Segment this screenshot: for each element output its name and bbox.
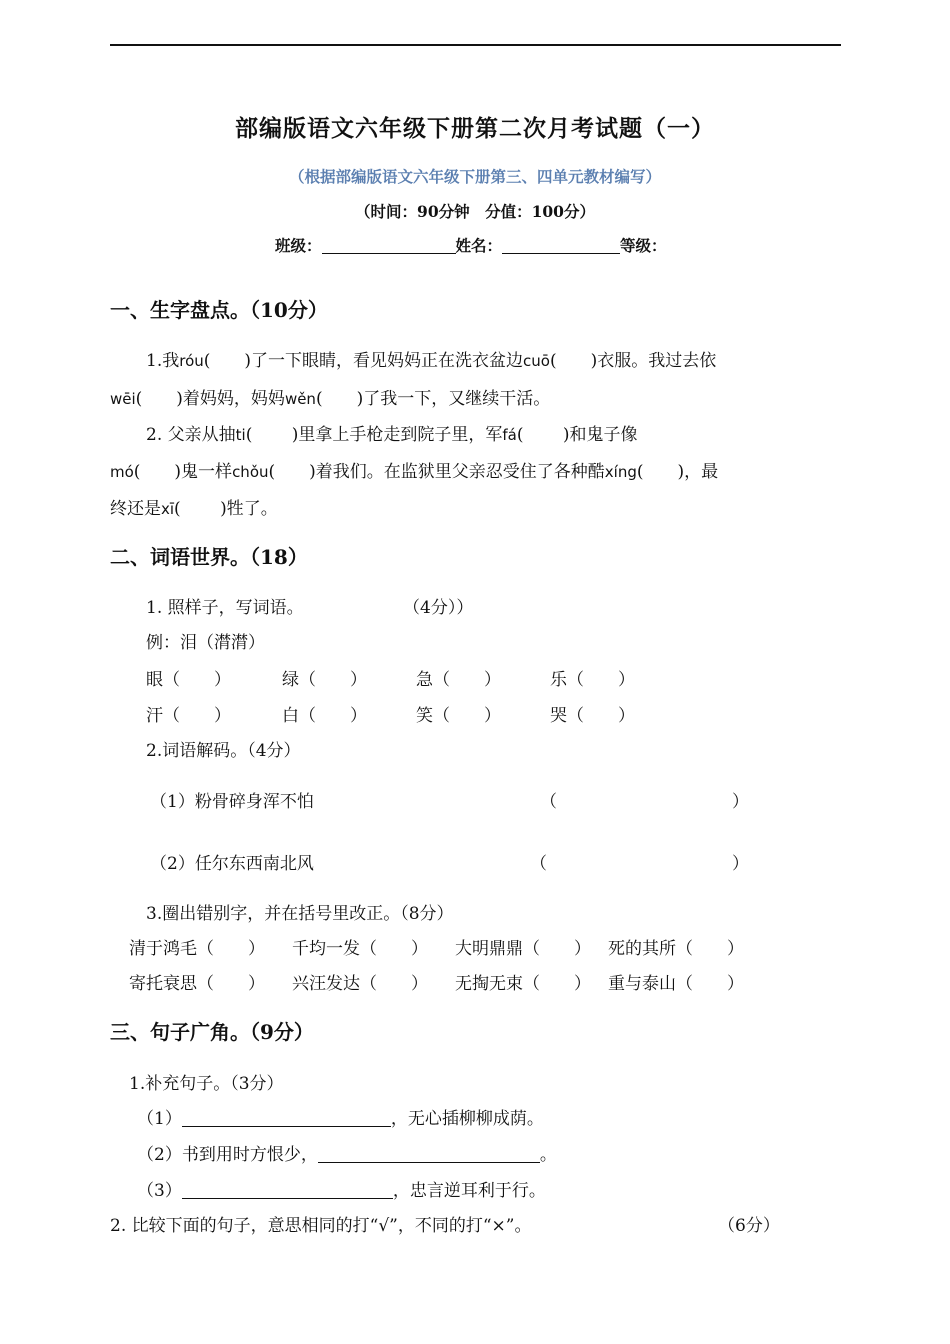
top-rule xyxy=(110,44,841,46)
s1-q2-line2: mó( )鬼一样chǒu( )着我们。在监狱里父亲忍受住了各种酷xíng( )，最 xyxy=(110,462,719,482)
name-blank[interactable] xyxy=(502,237,620,254)
s2-q2-item2-open: （ xyxy=(530,854,547,874)
s3-sentence-3: （3） ，忠言逆耳利于行。 xyxy=(137,1181,546,1201)
s1-q2-line3: 终还是xī( )牲了。 xyxy=(110,499,278,519)
s1-q1-line2: wēi( )着妈妈，妈妈wěn( )了我一下，又继续干活。 xyxy=(110,389,551,409)
s3-sentence-1: （1） ，无心插柳柳成荫。 xyxy=(137,1109,544,1129)
grade-label: 等级： xyxy=(620,236,667,255)
s3-q2-score: （6分） xyxy=(718,1216,780,1236)
correction-item: 寄托衰思（ ） xyxy=(129,974,265,994)
s2-q3-label: 3.圈出错别字，并在括号里改正。（8分） xyxy=(146,904,454,924)
correction-item: 清于鸿毛（ ） xyxy=(129,939,265,959)
s2-q2-item1: （1）粉骨碎身浑不怕 xyxy=(150,792,314,812)
s2-q2-item2: （2）任尔东西南北风 xyxy=(150,854,314,874)
word-item: 乐（ ） xyxy=(550,670,635,690)
word-item: 汗（ ） xyxy=(146,706,231,726)
s2-q2-item1-close: ） xyxy=(732,792,749,812)
time-score-line: （时间：90分钟 分值：100分） xyxy=(355,202,595,221)
word-item: 绿（ ） xyxy=(282,670,367,690)
class-label: 班级： xyxy=(275,236,322,255)
correction-item: 死的其所（ ） xyxy=(608,939,744,959)
page-subtitle: （根据部编版语文六年级下册第三、四单元教材编写） xyxy=(288,167,661,186)
section2-heading: 二、词语世界。（18） xyxy=(110,545,308,569)
s2-q1-score: （4分）） xyxy=(403,598,474,618)
word-item: 急（ ） xyxy=(416,670,501,690)
correction-item: 兴汪发达（ ） xyxy=(292,974,428,994)
correction-item: 大明鼎鼎（ ） xyxy=(455,939,591,959)
word-item: 笑（ ） xyxy=(416,706,501,726)
fill-blank[interactable] xyxy=(182,1181,393,1199)
s2-q2-item2-close: ） xyxy=(732,854,749,874)
student-info-line xyxy=(275,234,667,256)
word-item: 白（ ） xyxy=(282,706,367,726)
s3-q1-label: 1.补充句子。（3分） xyxy=(129,1074,284,1094)
correction-item: 重与泰山（ ） xyxy=(608,974,744,994)
s1-q2-line1: 2. 父亲从抽ti( )里拿上手枪走到院子里，军fá( )和鬼子像 xyxy=(146,425,638,445)
fill-blank[interactable] xyxy=(318,1145,540,1163)
s2-q1-label: 1. 照样子，写词语。 xyxy=(146,598,304,618)
s2-q2-label: 2.词语解码。（4分） xyxy=(146,741,301,761)
correction-item: 无掏无束（ ） xyxy=(455,974,591,994)
word-item: 哭（ ） xyxy=(550,706,635,726)
s2-q2-item1-open: （ xyxy=(540,792,557,812)
name-label: 姓名： xyxy=(455,236,503,255)
class-blank[interactable] xyxy=(322,237,456,254)
word-item: 眼（ ） xyxy=(146,670,231,690)
s3-sentence-2: （2）书到用时方恨少， 。 xyxy=(137,1145,557,1165)
s2-example: 例：泪（潸潸） xyxy=(146,633,265,653)
s3-q2-label: 2. 比较下面的句子，意思相同的打“√”，不同的打“×”。 xyxy=(110,1216,532,1236)
section1-heading: 一、生字盘点。（10分） xyxy=(110,298,328,322)
fill-blank[interactable] xyxy=(182,1109,391,1127)
page-title: 部编版语文六年级下册第二次月考试题（一） xyxy=(235,115,715,142)
section3-heading: 三、句子广角。（9分） xyxy=(110,1020,314,1044)
s1-q1-line1: 1.我róu( )了一下眼睛，看见妈妈正在洗衣盆边cuō( )衣服。我过去依 xyxy=(146,351,717,371)
correction-item: 千均一发（ ） xyxy=(292,939,428,959)
